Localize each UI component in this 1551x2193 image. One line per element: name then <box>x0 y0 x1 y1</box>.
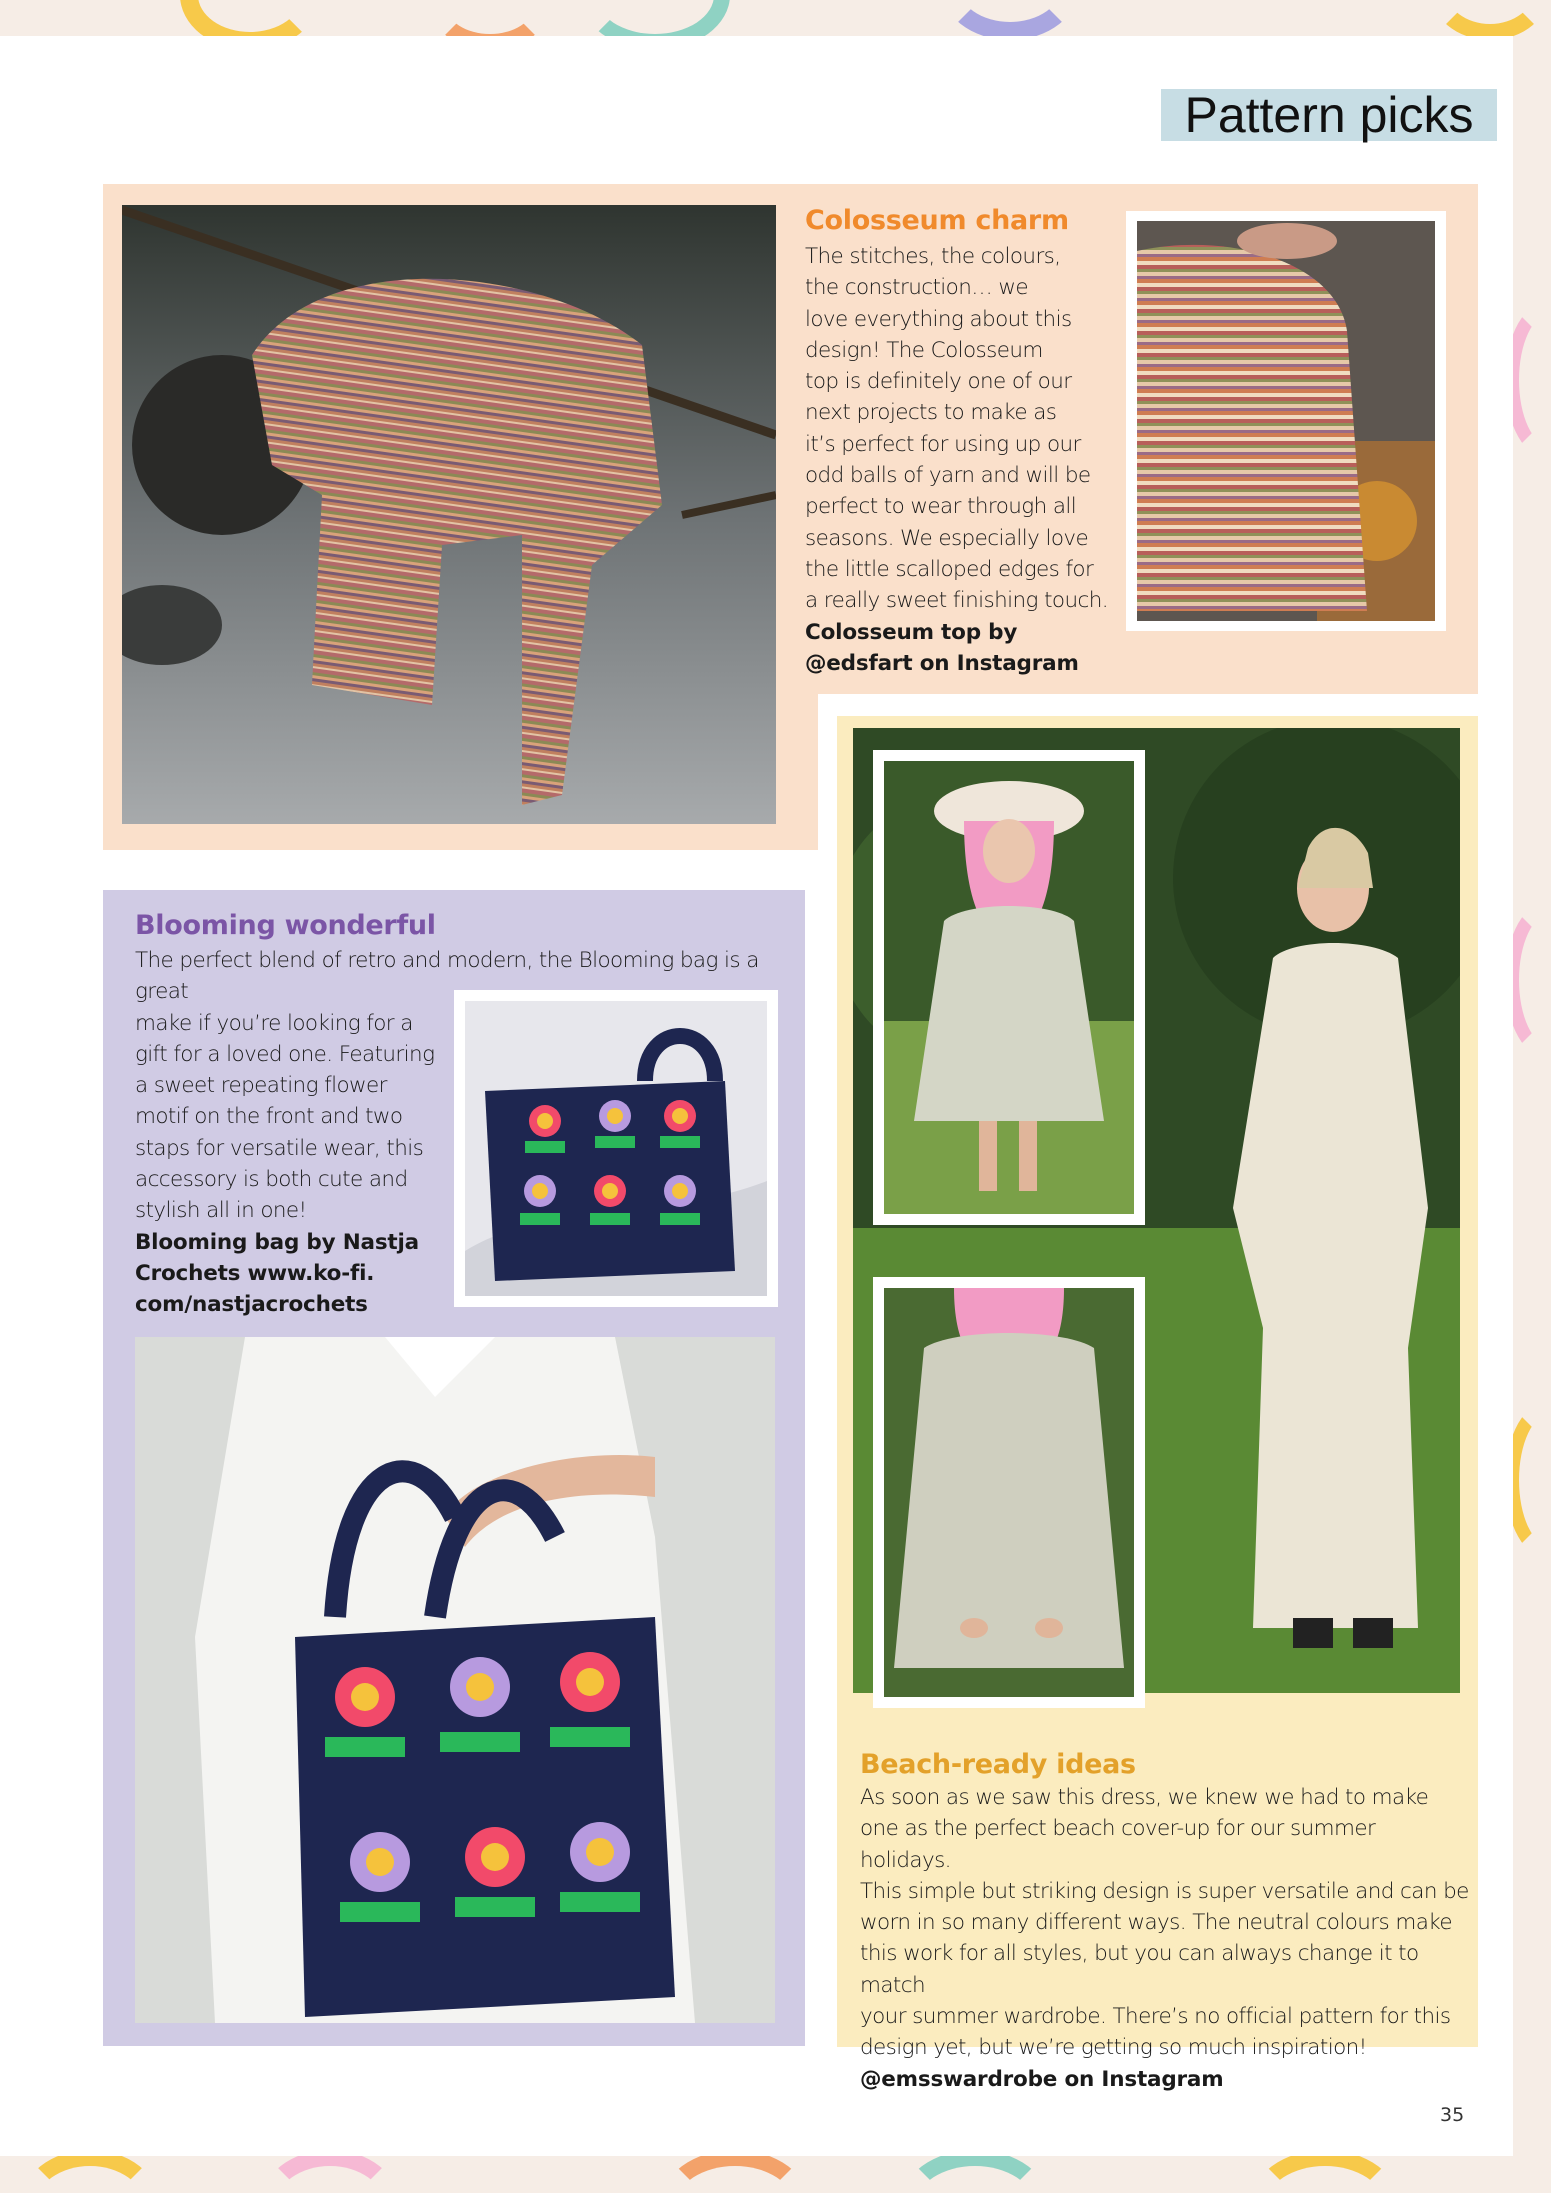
blooming-credit-line: Blooming bag by Nastja <box>135 1229 419 1255</box>
blooming-heading: Blooming wonderful <box>135 910 436 941</box>
colosseum-heading: Colosseum charm <box>805 205 1069 236</box>
text-line: top is definitely one of our <box>805 369 1072 395</box>
colosseum-main-photo <box>122 205 776 824</box>
text-line: odd balls of yarn and will be <box>805 463 1091 489</box>
text-line: accessory is both cute and <box>135 1167 408 1193</box>
text-line: it’s perfect for using up our <box>805 431 1081 457</box>
beach-body <box>860 1782 1470 2095</box>
text-line: your summer wardrobe. There’s no official pattern for this <box>860 2004 1451 2030</box>
text-line: design yet, but we’re getting so much inspiration! <box>860 2035 1367 2061</box>
text-line: next projects to make as <box>805 400 1057 426</box>
text-line: The perfect blend of retro and modern, the Blooming bag is a great <box>135 948 759 1005</box>
text-line: worn in so many different ways. The neutral colours make <box>860 1910 1453 1936</box>
text-line: stylish all in one! <box>135 1198 307 1224</box>
text-line: seasons. We especially love <box>805 525 1089 551</box>
page-number: 35 <box>1440 2104 1465 2126</box>
text-line: the construction… we <box>805 275 1028 301</box>
blooming-credit-line: com/nastjacrochets <box>135 1292 368 1318</box>
text-line: a sweet repeating flower <box>135 1073 387 1099</box>
text-line: The stitches, the colours, <box>805 244 1061 269</box>
text-line: a really sweet finishing touch. <box>805 588 1108 614</box>
beach-credit-line: @emsswardrobe on Instagram <box>860 2066 1224 2092</box>
text-line: perfect to wear through all <box>805 494 1077 520</box>
text-line: motif on the front and two <box>135 1104 403 1130</box>
text-line: As soon as we saw this dress, we knew we had to make <box>860 1785 1429 1810</box>
text-line: design! The Colosseum <box>805 337 1043 363</box>
blooming-credit-line: Crochets www.ko-fi. <box>135 1260 375 1286</box>
beach-inset-top-photo <box>884 761 1134 1214</box>
colosseum-body <box>805 241 1125 679</box>
text-line: staps for versatile wear, this <box>135 1135 424 1161</box>
colosseum-credit-line: @edsfart on Instagram <box>805 650 1079 676</box>
text-line: one as the perfect beach cover-up for our summer holidays. <box>860 1816 1376 1873</box>
blooming-main-photo <box>135 1337 775 2023</box>
page-title: Pattern picks <box>1161 89 1497 141</box>
text-line: make if you’re looking for a <box>135 1010 413 1036</box>
text-line: this work for all styles, but you can always change it to match <box>860 1941 1419 1998</box>
beach-heading: Beach-ready ideas <box>860 1749 1136 1780</box>
colosseum-inset-photo <box>1137 221 1435 621</box>
text-line: love everything about this <box>805 306 1072 332</box>
text-line: gift for a loved one. Featuring <box>135 1041 435 1067</box>
text-line: This simple but striking design is super versatile and can be <box>860 1878 1469 1904</box>
blooming-inset-photo <box>465 1001 767 1296</box>
text-line: the little scalloped edges for <box>805 556 1094 582</box>
colosseum-credit-line: Colosseum top by <box>805 619 1018 645</box>
beach-inset-bottom-photo <box>884 1288 1134 1697</box>
